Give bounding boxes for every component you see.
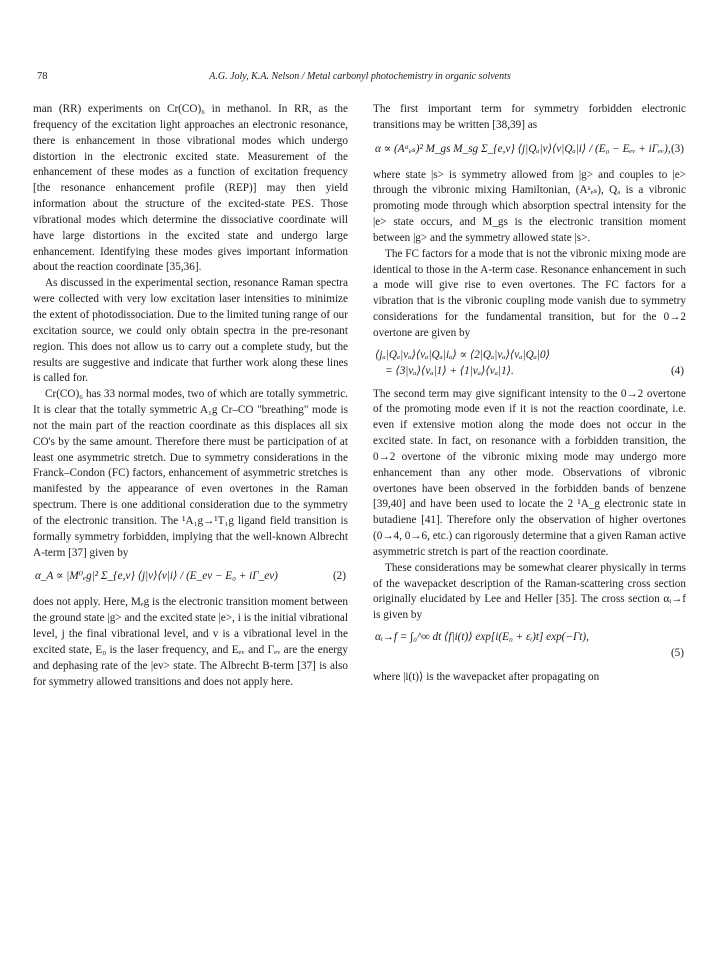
equation-5-number: (5) (670, 647, 684, 659)
equation-5 (373, 630, 686, 662)
equation-4-number: (4) (670, 364, 684, 377)
running-title: A.G. Joly, K.A. Nelson / Metal carbonyl photochemistry in organic solvents (209, 71, 511, 82)
page-number: 78 (37, 71, 48, 82)
left-column (33, 102, 348, 690)
page-header (37, 71, 683, 87)
left-paragraph-2: As discussed in the experimental section, resonance Raman spectra were collected with very low excitation laser intensities to minimize the extent of photodissociation. Due to the limited tuning range of our excitation source, we could only obtain spectra in the pre-resonant region. This does not allow us to carry out a complete study, but the results are suggestive and indicate that further work along these lines is called for. (33, 277, 348, 385)
right-paragraph-3: The FC factors for a mode that is not the vibronic mixing mode are identical to those in the A-term case. Resonance enhancement in such a mode will give rise to even overtones. The FC factors for a vibration that is the vibronic coupling mode vanish due to symmetry considerations for the fundamental transition, but for the 0→2 overtone are given by (373, 247, 686, 339)
equation-4-line-2: = ⟨3|vₐ⟩⟨vₐ|1⟩ + ⟨1|vₐ⟩⟨vₐ|1⟩. (385, 364, 514, 377)
equation-5-body: αᵢ→f = ∫₀^∞ dt ⟨f|i(t)⟩ exp[i(E₀ + εᵢ)t] exp(−Γt), (375, 631, 589, 644)
left-paragraph-1: man (RR) experiments on Cr(CO)₆ in methanol. In RR, as the frequency of the excitation light approaches an electronic resonance, there is enhancement in those vibrational modes which undergo distortion in the electronic excited state. Measurement of the enhancement of these modes as a function of excitation frequency [the resonance enhancement profile (REP)] may then yield information about the structure of the excited-state PES. Those vibrational modes which determine the dissociative coordinate will have large distortions in the excited state and undergo large enhancement. Identifying these modes gives important information about the reaction coordinate [35,36]. (33, 103, 348, 274)
equation-3-number: (3) (670, 142, 684, 155)
left-paragraph-3: Cr(CO)₆ has 33 normal modes, two of which are totally symmetric. It is clear that the totally symmetric A₁g Cr–CO "breathing" mode is not the main part of the reaction coordinate as this displaces all six CO's by the same amount. Therefore there must be participation of at least one asymmetric stretch. Due to symmetry considerations in the Franck–Condon (FC) factors, enhancement of asymmetric stretches is manifested by the appearance of even overtones in the Raman spectrum. There is one additional consideration due to the symmetry of the electronic transition. The ¹A₁g→¹T₁g ligand field transition is formally symmetry forbidden, implying that the well-known Albrecht A-term [37] given by (33, 388, 348, 559)
left-paragraph-4: does not apply. Here, Mₑg is the electronic transition moment between the ground state |g> and the excited state |e>, i is the initial vibrational level, j the final vibrational level, and v is a vibrational level in the excited state, E₀ is the laser frequency, and Eₑᵥ and Γₑᵥ are the energy and dephasing rate of the |ev> state. The Albrecht B-term [37] is also for symmetry allowed transitions and does not apply here. (33, 596, 348, 688)
equation-2-number: (2) (332, 570, 346, 583)
right-column (373, 102, 686, 686)
right-paragraph-1: The first important term for symmetry forbidden electronic transitions may be written [38,39] as (373, 103, 686, 131)
equation-2 (33, 569, 348, 585)
equation-3 (373, 142, 686, 158)
right-paragraph-6: where |i(t)⟩ is the wavepacket after propagating on (373, 670, 600, 683)
right-paragraph-4: The second term may give significant intensity to the 0→2 overtone of the promoting mode even if it is not the reaction coordinate, i.e. even if extensive motion along the mode does not occur in the excited state. In fact, on resonance with a forbidden transition, the 0→2 overtone of the vibronic mixing mode may undergo more enhancement than any other mode. Observations of vibronic overtones have been observed in the forbidden bands of benzene [39,40] and have been used to locate the 2 ¹A_g electronic state in butadiene [41]. Therefore only the observation of higher overtones (0→4, 0→6, etc.) can rigorously determine that a given Raman active asymmetric stretch is part of the reaction coordinate. (373, 387, 686, 558)
right-paragraph-2: where state |s> is symmetry allowed from |g> and couples to |e> through the vibronic mixing Hamiltonian, (Aᵃₑₛ), Qₐ is a vibronic promoting mode through which absorption spectral intensity for the |e> state occurs, and M_gs is the electronic transition moment between |g> and the symmetry allowed state |s>. (373, 168, 686, 244)
equation-2-body: α_A ∝ |M⁰ₑg|² Σ_{e,v} ⟨j|v⟩⟨v|i⟩ / (E_ev − E₀ + iΓ_ev) (35, 570, 278, 583)
equation-4-line-1: ⟨jₐ|Qₐ|vₐ⟩⟨vₐ|Qₐ|iₐ⟩ ∝ ⟨2|Qₐ|vₐ⟩⟨vₐ|Qₐ|0⟩ (375, 348, 550, 361)
equation-4 (373, 348, 686, 380)
right-paragraph-5: These considerations may be somewhat clearer physically in terms of the wavepacket description of the Raman-scattering cross section originally elucidated by Lee and Heller [35]. The cross section αᵢ→f is given by (373, 561, 686, 622)
equation-3-body: α ∝ (Aᵃₑₛ)² M_gs M_sg Σ_{e,v} ⟨j|Qₐ|v⟩⟨v|Qₐ|i⟩ / (E₀ − Eₑᵥ + iΓₑᵥ), (375, 142, 671, 155)
